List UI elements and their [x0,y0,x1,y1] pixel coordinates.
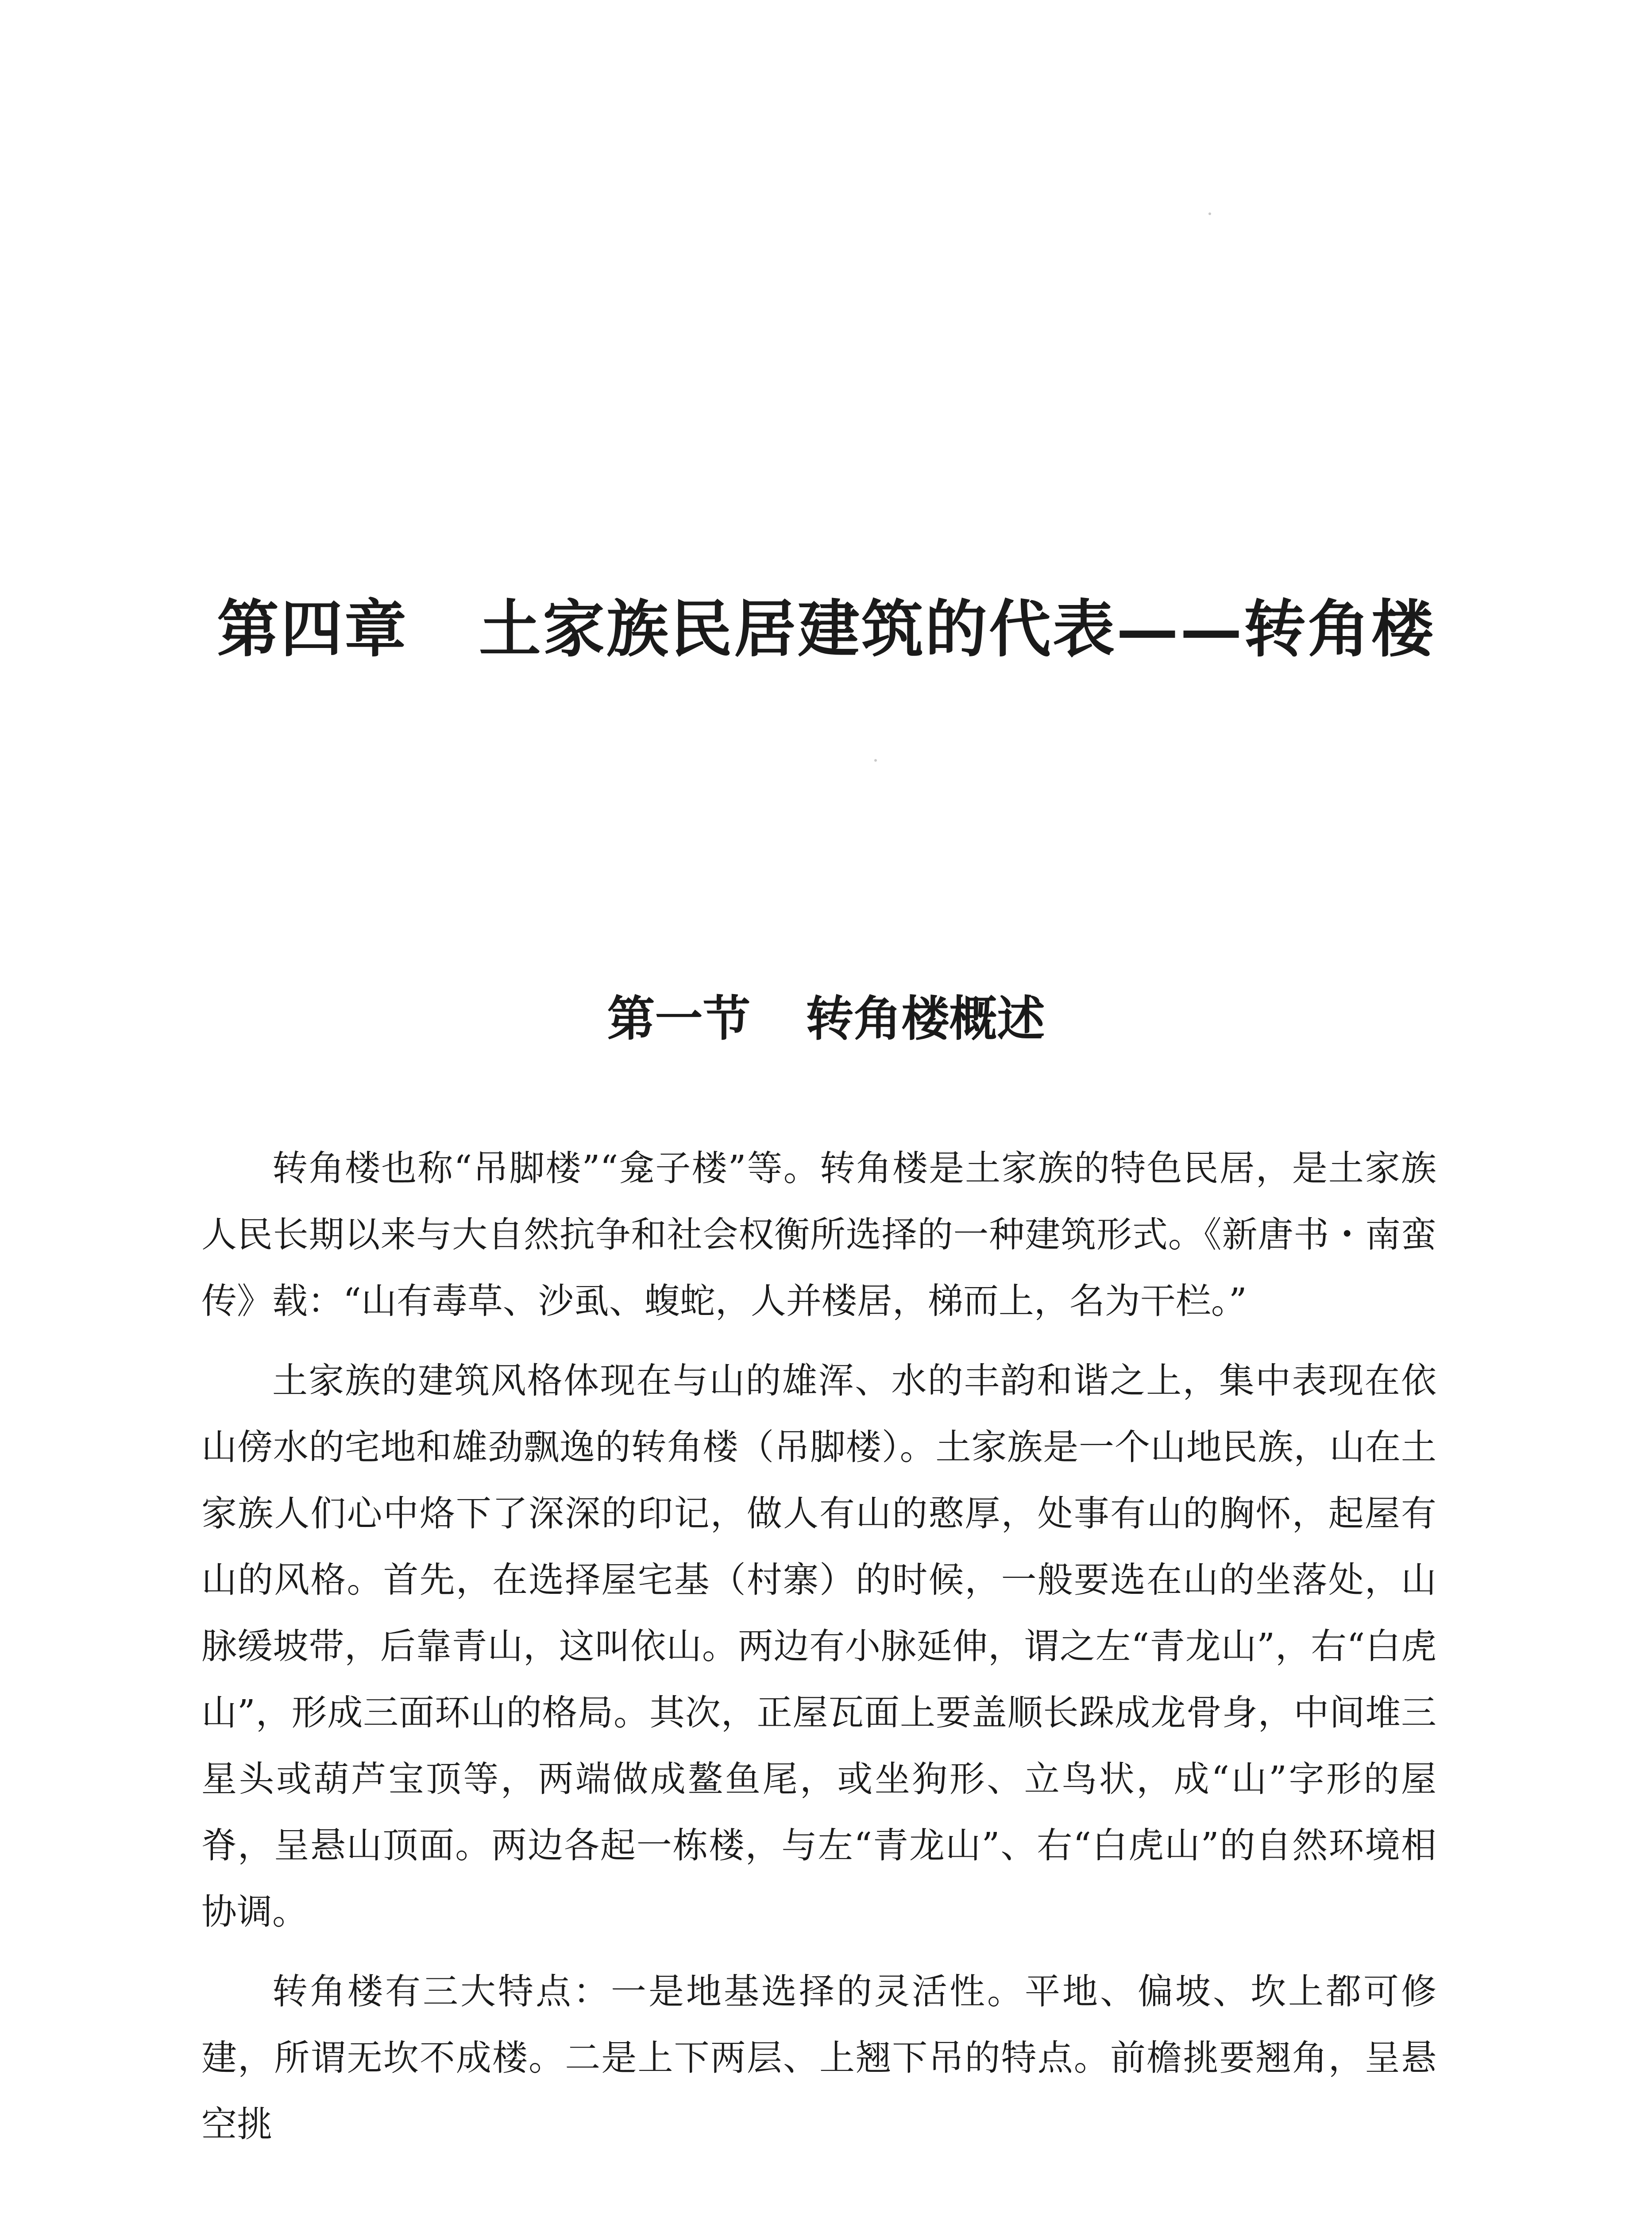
section-number: 第一节 [607,991,751,1047]
body-text [201,1135,1436,2171]
section-title-text: 转角楼概述 [806,991,1045,1047]
scan-speck [1208,212,1211,215]
section-title [0,980,1652,1049]
paragraph: 转角楼有三大特点：一是地基选择的灵活性。平地、偏坡、坎上都可修建，所谓无坎不成楼。二是上下两层、上翘下吊的特点。前檐挑要翘角，呈悬空挑 [201,1971,1436,2145]
chapter-title [0,580,1652,669]
paragraph: 土家族的建筑风格体现在与山的雄浑、水的丰韵和谐之上，集中表现在依山傍水的宅地和雄劲飘逸的转角楼（吊脚楼）。土家族是一个山地民族，山在土家族人们心中烙下了深深的印记，做人有山的憨厚，处事有山的胸怀，起屋有山的风格。首先，在选择屋宅基（村寨）的时候，一般要选在山的坐落处，山脉缓坡带，后靠青山，这叫依山。两边有小脉延伸，谓之左“青龙山”，右“白虎山”，形成三面环山的格局。其次，正屋瓦面上要盖顺长跺成龙骨身，中间堆三星头或葫芦宝顶等，两端做成鳌鱼尾，或坐狗形、立鸟状，成“山”字形的屋脊，呈悬山顶面。两边各起一栋楼，与左“青龙山”、右“白虎山”的自然环境相协调。 [201,1360,1436,1932]
chapter-title-text: 土家族民居建筑的代表——转角楼 [479,593,1436,666]
scan-speck [874,759,877,762]
chapter-number: 第四章 [216,593,408,666]
paragraph: 转角楼也称“吊脚楼”“龛子楼”等。转角楼是土家族的特色民居，是土家族人民长期以来与大自然抗争和社会权衡所选择的一种建筑形式。《新唐书・南蛮传》载：“山有毒草、沙虱、蝮蛇，人并楼居，梯而上，名为干栏。” [201,1148,1436,1322]
